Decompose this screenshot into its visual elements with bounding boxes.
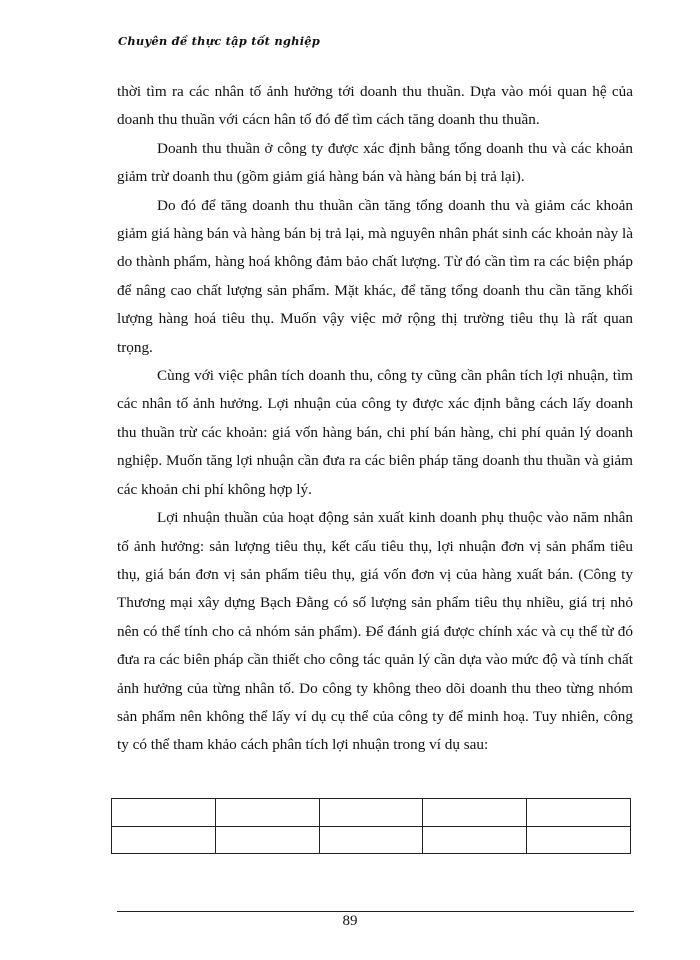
table-cell [319, 799, 423, 827]
example-table [111, 798, 631, 854]
table-cell [112, 826, 216, 854]
table-cell [215, 799, 319, 827]
table-cell [112, 799, 216, 827]
table-cell [423, 799, 527, 827]
running-header: Chuyên đề thực tập tốt nghiệp [118, 34, 321, 48]
footer-divider [117, 911, 634, 912]
table-cell [423, 826, 527, 854]
body-text [117, 78, 633, 760]
page-number: 89 [342, 913, 358, 929]
paragraph-2: Doanh thu thuần ở công ty được xác định bằng tổng doanh thu và các khoản giảm trừ doanh thu (gồm giảm giá hàng bán và hàng bán bị trả lại). [117, 139, 633, 186]
paragraph-4: Cùng với việc phân tích doanh thu, công ty cũng cần phân tích lợi nhuận, tìm các nhân tố ảnh hưởng. Lợi nhuận của công ty được xác định bằng cách lấy doanh thu thuần trừ các khoản: giá vốn hàng bán, chi phí bán hàng, chi phí quản lý doanh nghiệp. Muốn tăng lợi nhuận cần đưa ra các biên pháp tăng doanh thu thuần và giảm các khoản chi phí không hợp lý. [117, 367, 633, 498]
paragraph-5: Lợi nhuận thuần của hoạt động sản xuất kinh doanh phụ thuộc vào năm nhân tố ảnh hưởng: sản lượng tiêu thụ, kết cấu tiêu thụ, lợi nhuận đơn vị sản phẩm tiêu thụ, giá bán đơn vị sản phẩm tiêu thụ, giá vốn đơn vị của hàng xuất bán. (Công ty Thương mại xây dựng Bạch Đằng có số lượng sản phẩm tiêu thụ nhiều, giá trị nhỏ nên có thể tính cho cả nhóm sản phẩm). Để đánh giá được chính xác và cụ thể từ đó đưa ra các biên pháp cần thiết cho công tác quản lý cần dựa vào mức độ và tính chất ảnh hưởng của từng nhân tố. Do công ty không theo dõi doanh thu theo từng nhóm sản phẩm nên không thể lấy ví dụ cụ thể của công ty để minh hoạ. Tuy nhiên, công ty có thể tham khảo cách phân tích lợi nhuận trong ví dụ sau: [117, 509, 633, 754]
table-cell [527, 799, 631, 827]
paragraph-1: thời tìm ra các nhân tố ảnh hưởng tới doanh thu thuần. Dựa vào mói quan hệ của doanh thu thuần với cácn hân tố đó để tìm cách tăng doanh thu thuần. [117, 83, 633, 129]
table-cell [527, 826, 631, 854]
table-cell [215, 826, 319, 854]
paragraph-3: Do đó để tăng doanh thu thuần cần tăng tổng doanh thu và giảm các khoản giảm giá hàng bán và hàng bán bị trả lại, mà nguyên nhân phát sinh các khoản này là do thành phẩm, hàng hoá không đảm bảo chất lượng. Từ đó cần tìm ra các biện pháp để nâng cao chất lượng sản phẩm. Mặt khác, để tăng tổng doanh thu cần tăng khối lượng hàng hoá tiêu thụ. Muốn vậy việc mở rộng thị trường tiêu thụ là rất quan trọng. [117, 196, 633, 356]
table-row [112, 799, 631, 827]
table-row [112, 826, 631, 854]
table-cell [319, 826, 423, 854]
